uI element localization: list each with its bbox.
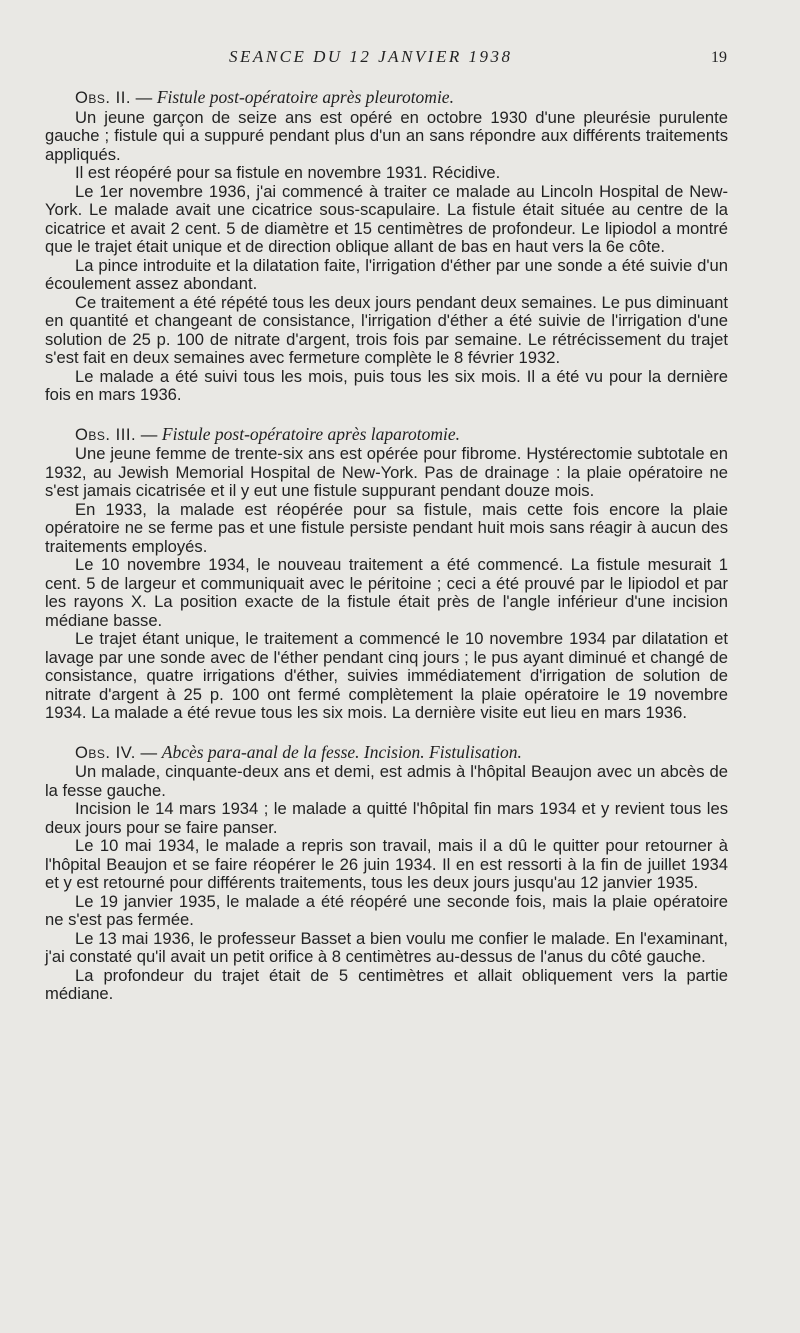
observation-heading (45, 88, 728, 108)
paragraph: Un jeune garçon de seize ans est opéré en octobre 1930 d'une pleurésie purulente gauche ; fistule qui a suppuré pendant plus d'un an sans répondre aux différents traitements appliqués. (45, 107, 728, 164)
observation-heading (45, 425, 728, 445)
paragraph: La pince introduite et la dilatation faite, l'irrigation d'éther par une sonde a été suivie d'un écoulement assez abondant. (45, 255, 728, 293)
heading-dash: — (140, 424, 158, 444)
paragraph: Le 19 janvier 1935, le malade a été réopéré une seconde fois, mais la plaie opératoire ne s'est pas fermée. (45, 891, 728, 929)
running-header (0, 47, 800, 73)
heading-dash: — (135, 88, 153, 107)
observation-label: Obs. III. (75, 424, 137, 444)
paragraph: Le malade a été suivi tous les mois, puis tous les six mois. Il a été vu pour la dernière fois en mars 1936. (45, 366, 728, 404)
paragraph: Une jeune femme de trente-six ans est opérée pour fibrome. Hystérectomie subtotale en 1932, au Jewish Memorial Hospital de New-York. Pas de drainage : la plaie opératoire ne s'est jamais cicatrisée et il y eut une fistule suppurant pendant douze mois. (45, 444, 728, 500)
observation-2 (45, 88, 728, 405)
paragraph: Le 10 mai 1934, le malade a repris son travail, mais il a dû le quitter pour retourner à l'hôpital Beaujon et se faire réopérer le 26 juin 1934. Il en est ressorti à la fin de juillet 1934 et y est retourné pour différents traitements, tous les deux jours jusqu'au 12 janvier 1935. (45, 836, 728, 892)
document-body (45, 88, 728, 1004)
running-title: SEANCE DU 12 JANVIER 1938 (229, 47, 513, 66)
paragraph: Le 13 mai 1936, le professeur Basset a bien voulu me confier le malade. En l'examinant, j'ai constaté qu'il avait un petit orifice à 8 centimètres au-dessus de l'anus du côté gauche. (45, 928, 728, 966)
paragraph: Un malade, cinquante-deux ans et demi, est admis à l'hôpital Beaujon avec un abcès de la fesse gauche. (45, 762, 728, 800)
observation-4 (45, 743, 728, 1004)
observation-title: Abcès para-anal de la fesse. Incision. Fistulisation. (161, 741, 522, 762)
heading-dash: — (140, 742, 158, 762)
observation-title: Fistule post-opératoire après pleurotomie. (156, 87, 454, 107)
observation-heading (45, 743, 728, 763)
paragraph: Le trajet étant unique, le traitement a commencé le 10 novembre 1934 par dilatation et lavage par une sonde avec de l'éther pendant cinq jours ; le pus ayant diminué et changé de consistance, quatre irrigations d'éther, suivies immédiatement d'irrigation de solution de nitrate d'argent à 25 p. 100 ont fermé complètement la plaie opératoire le 19 novembre 1934. La malade a été revue tous les six mois. La dernière visite eut lieu en mars 1936. (45, 629, 728, 722)
paragraph: Ce traitement a été répété tous les deux jours pendant deux semaines. Le pus diminuant en quantité et changeant de consistance, l'irrigation d'éther a été suivie de l'irrigation d'une solution de 25 p. 100 de nitrate d'argent, trois fois par semaine. Le rétrécissement du trajet s'est fait en deux semaines avec fermeture complète le 8 février 1932. (45, 292, 728, 367)
observation-label: Obs. II. (75, 88, 131, 107)
paragraph: Le 1er novembre 1936, j'ai commencé à traiter ce malade au Lincoln Hospital de New-York. Le malade avait une cicatrice sous-scapulaire. La fistule était située au centre de la cicatrice et avait 2 cent. 5 de diamètre et 15 centimètres de profondeur. Le lipiodol a montré que le trajet était unique et de direction oblique allant de bas en haut vers la 6e côte. (45, 181, 728, 256)
paragraph: La profondeur du trajet était de 5 centimètres et allait obliquement vers la partie médiane. (45, 965, 728, 1003)
paragraph: Incision le 14 mars 1934 ; le malade a quitté l'hôpital fin mars 1934 et y revient tous les deux jours pour se faire panser. (45, 799, 728, 837)
paragraph: Il est réopéré pour sa fistule en novembre 1931. Récidive. (75, 163, 501, 182)
paragraph: En 1933, la malade est réopérée pour sa fistule, mais cette fois encore la plaie opératoire ne se ferme pas et une fistule persiste pendant huit mois sans réagir à aucun des traitements employés. (45, 499, 728, 556)
observation-3 (45, 425, 728, 723)
page-number: 19 (711, 49, 727, 66)
paragraph: Le 10 novembre 1934, le nouveau traitement a été commencé. La fistule mesurait 1 cent. 5 de largeur et communiquait avec le péritoine ; ceci a été prouvé par le lipiodol et par les rayons X. La position exacte de la fistule était près de l'angle inférieur d'une incision médiane basse. (45, 555, 728, 630)
observation-label: Obs. IV. (75, 742, 136, 762)
observation-title: Fistule post-opératoire après laparotomie. (161, 423, 461, 444)
